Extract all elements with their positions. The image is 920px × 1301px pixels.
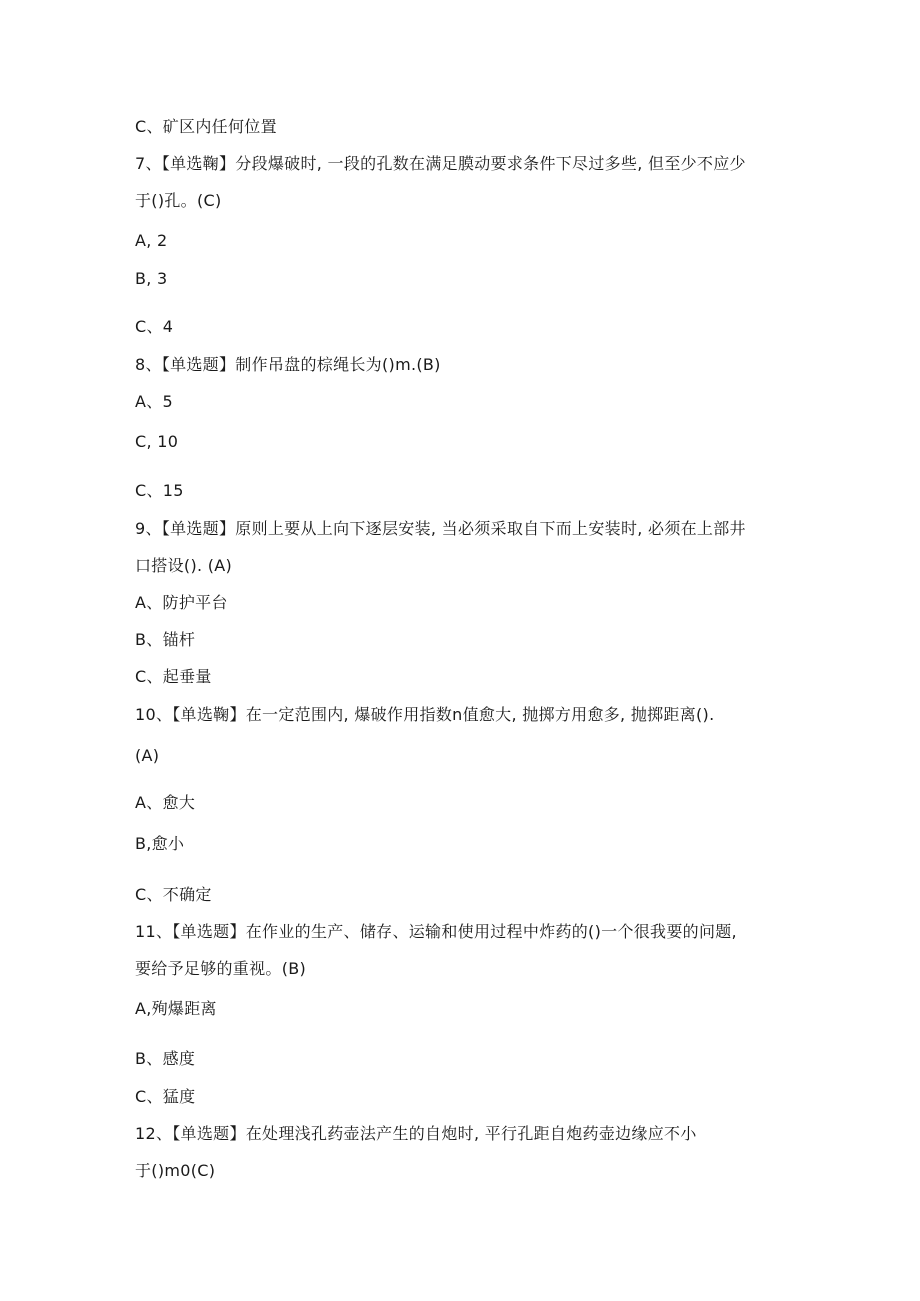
- question-12-line-1: 12、【单选题】在处理浅孔药壶法产生的自炮时, 平行孔距自炮药壶边缘应不小: [135, 1124, 697, 1143]
- option-a-q9: A、防护平台: [135, 593, 228, 612]
- option-b-q11: B、感度: [135, 1049, 196, 1068]
- option-b-q10: B,愈小: [135, 834, 185, 853]
- option-c-q8-second: C、15: [135, 481, 184, 500]
- option-b-q9: B、锚杆: [135, 630, 196, 649]
- question-7-line-2: 于()孔。(C): [135, 191, 222, 210]
- option-a-q11: A,殉爆距离: [135, 999, 217, 1018]
- option-c-q7: C、4: [135, 317, 174, 336]
- question-11-line-1: 11、【单选题】在作业的生产、储存、运输和使用过程中炸药的()一个很我要的问题,: [135, 922, 737, 941]
- question-11-line-2: 要给予足够的重视。(B): [135, 959, 307, 978]
- option-c-q10: C、不确定: [135, 885, 212, 904]
- question-7-line-1: 7、【单选鞠】分段爆破时, 一段的孔数在满足膜动要求条件下尽过多些, 但至少不应少: [135, 154, 746, 173]
- option-a-q10: A、愈大: [135, 793, 196, 812]
- question-10-line-1: 10、【单选鞠】在一定范围内, 爆破作用指数n值愈大, 抛掷方用愈多, 抛掷距离().: [135, 705, 715, 724]
- option-c-q11: C、猛度: [135, 1087, 196, 1106]
- option-c-q8-first: C, 10: [135, 432, 179, 451]
- question-9-line-2: 口搭设(). (A): [135, 556, 233, 575]
- option-c-q6: C、矿区内任何位置: [135, 117, 277, 136]
- question-9-line-1: 9、【单选题】原则上要从上向下逐层安装, 当必须采取自下而上安装时, 必须在上部井: [135, 519, 746, 538]
- question-8: 8、【单选题】制作吊盘的棕绳长为()m.(B): [135, 355, 441, 374]
- option-c-q9: C、起垂量: [135, 667, 212, 686]
- question-12-line-2: 于()m0(C): [135, 1161, 216, 1180]
- option-b-q7: B, 3: [135, 269, 168, 288]
- option-a-q7: A, 2: [135, 231, 168, 250]
- question-10-line-2: (A): [135, 746, 160, 765]
- option-a-q8: A、5: [135, 392, 174, 411]
